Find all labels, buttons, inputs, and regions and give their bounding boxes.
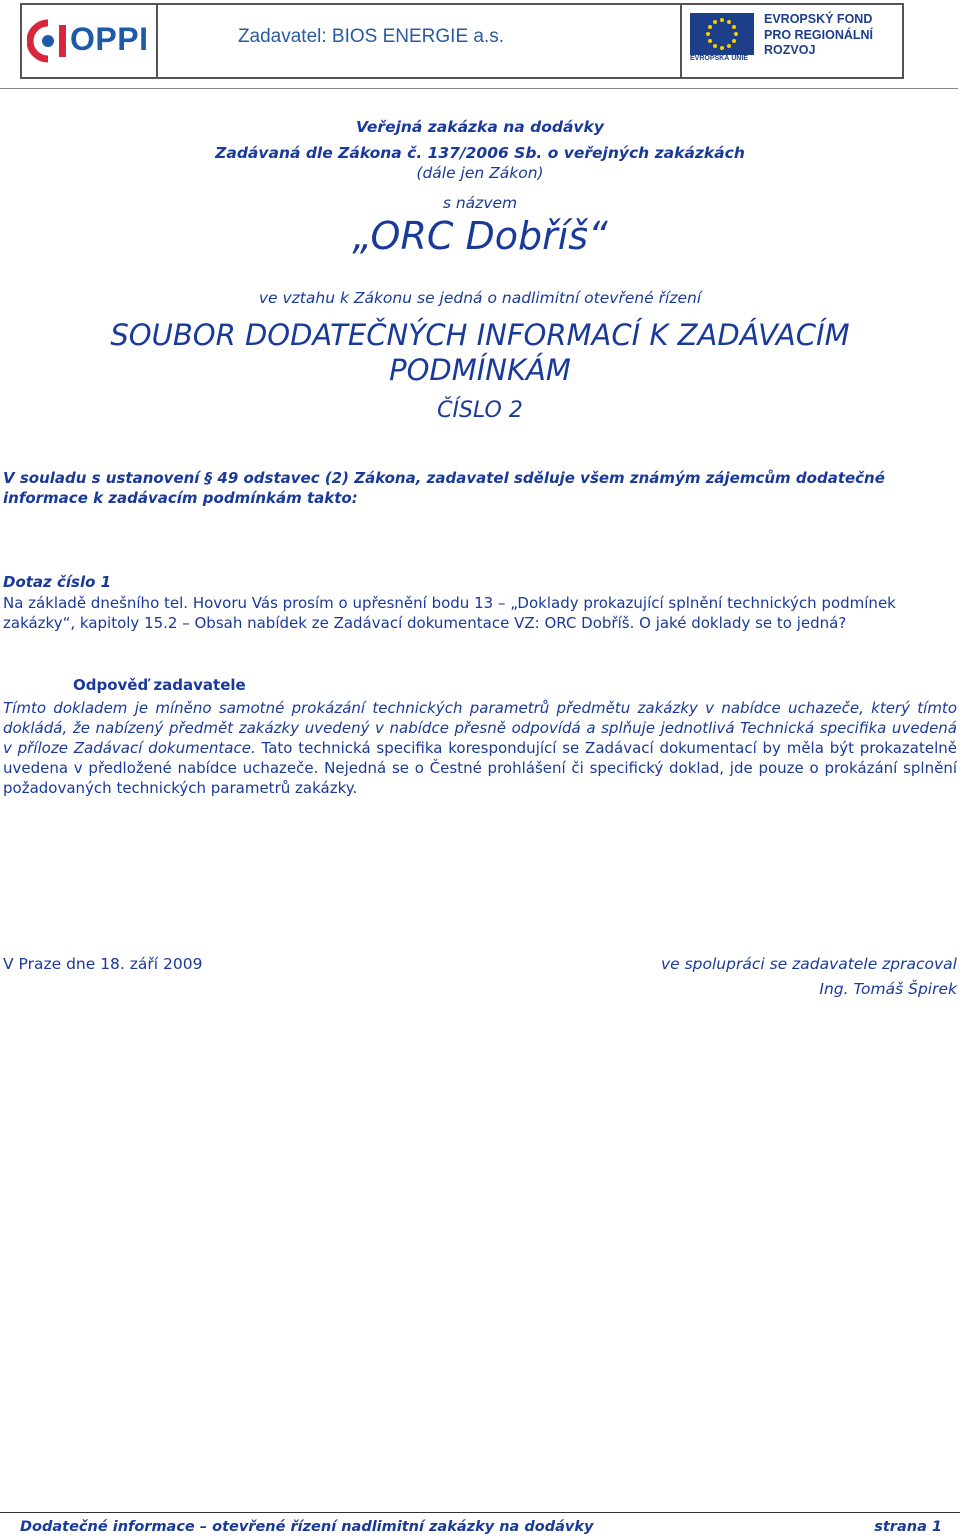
cooperation-note: ve spolupráci se zadavatele zpracoval	[660, 955, 957, 973]
procedure-type: ve vztahu k Zákonu se jedná o nadlimitní otevřené řízení	[258, 289, 702, 307]
eu-flag-label: EVROPSKÁ UNIE	[690, 55, 748, 62]
place-date: V Praze dne 18. září 2009	[3, 955, 203, 973]
legal-basis: Zadávaná dle Zákona č. 137/2006 Sb. o veřejných zakázkách	[215, 144, 745, 162]
legal-basis-short: (dále jen Zákon)	[416, 164, 544, 182]
page-number: strana 1	[874, 1519, 942, 1535]
query-text: Na základě dnešního tel. Hovoru Vás prosím o upřesnění bodu 13 – „Doklady prokazující splnění technických podmínek zakázky“, kapitoly 15.2 – Obsah nabídek ze Zadávací dokumentace VZ: ORC Dobříš. O jaké doklady se to jedná?	[3, 594, 896, 632]
answer-heading: Odpověď zadavatele	[73, 676, 246, 694]
footer-title: Dodatečné informace – otevřené řízení nadlimitní zakázky na dodávky	[20, 1519, 594, 1535]
eu-fund-line3: ROZVOJ	[764, 43, 816, 57]
answer-text	[3, 698, 957, 798]
answer-text-regular: Tato technická specifika korespondující se Zadávací dokumentací by měla být prokazatelně uvedena v předložené nabídce uchazeče. Nejedná se o Čestné prohlášení či specifický doklad, jde pouze o prokázání splnění požadovaných technických parametrů zakázky.	[3, 739, 957, 797]
intro-paragraph: V souladu s ustanovení § 49 odstavec (2) Zákona, zadavatel sděluje všem známým zájemcům dodatečné informace k zadávacím podmínkám takto:	[3, 469, 885, 507]
contract-type: Veřejná zakázka na dodávky	[356, 118, 604, 136]
footer-divider	[0, 1512, 960, 1513]
document-heading-line1: SOUBOR DODATEČNÝCH INFORMACÍ K ZADÁVACÍM	[110, 318, 850, 352]
eu-flag-icon	[690, 13, 754, 55]
contract-name: „ORC Dobříš“	[352, 214, 608, 258]
document-heading-line2: PODMÍNKÁM	[389, 353, 571, 387]
query-heading: Dotaz číslo 1	[3, 573, 112, 591]
zadavatel-label: Zadavatel: BIOS ENERGIE a.s.	[237, 26, 505, 47]
answer-text-italic: Tímto dokladem je míněno samotné prokázání technických parametrů předmětu zakázky v nabídce uchazeče, který tímto dokládá, že nabízený předmět zakázky uvedený v nabídce přesně odpovídá a splňuje jednotlivá Technická specifika uvedená v příloze Zadávací dokumentace.	[3, 699, 957, 757]
oppi-emblem-icon	[27, 17, 69, 65]
header-divider	[0, 88, 958, 89]
eu-fund-line1: EVROPSKÝ FOND	[764, 12, 873, 26]
document-number: ČÍSLO 2	[437, 398, 523, 423]
eu-fund-line2: PRO REGIONÁLNÍ	[764, 27, 874, 42]
document-heading	[0, 318, 960, 388]
name-intro: s názvem	[442, 194, 518, 212]
author-name: Ing. Tomáš Špirek	[819, 980, 957, 998]
eu-fund-text	[764, 12, 873, 59]
oppi-logo-text: OPPI	[70, 21, 149, 57]
